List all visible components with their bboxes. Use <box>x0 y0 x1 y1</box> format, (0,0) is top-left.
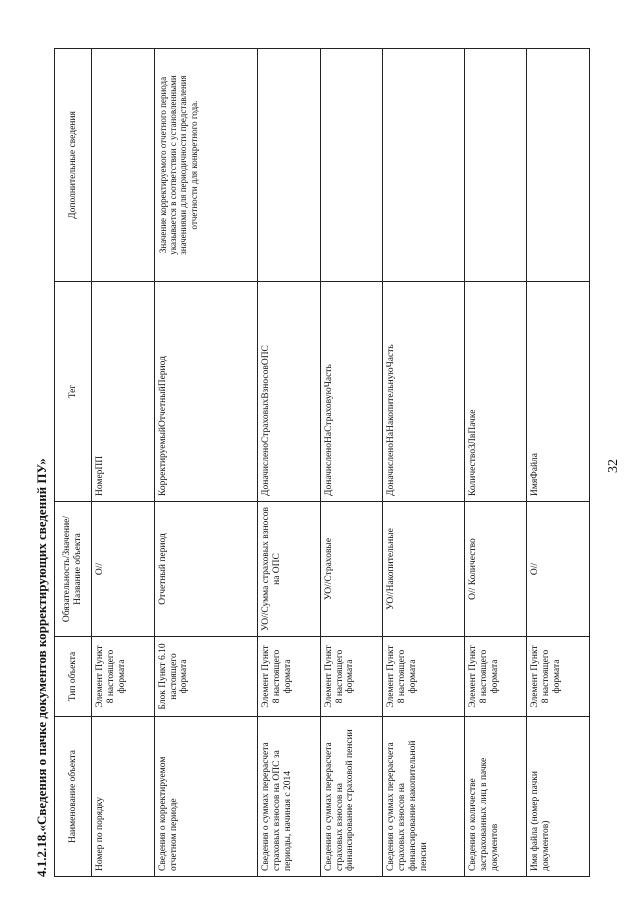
cell-name: Сведения о корректируемом отчетном периоде <box>154 717 257 877</box>
page-number: 32 <box>606 459 621 473</box>
table-row <box>92 49 155 877</box>
cell-type: Элемент Пункт 8 настоящего формата <box>92 637 155 717</box>
cell-extra <box>257 49 320 282</box>
cell-tag: КорректируемыйОтчетныйПериод <box>154 282 257 502</box>
cell-tag: НомерПП <box>92 282 155 502</box>
header-row <box>55 49 92 877</box>
cell-type: Элемент Пункт 8 настоящего формата <box>383 637 464 717</box>
table-row <box>320 49 383 877</box>
cell-requirement: УО//Сумма страховых взносов на ОПС <box>257 502 320 637</box>
table-row <box>154 49 257 877</box>
cell-name: Номер по порядку <box>92 717 155 877</box>
objects-table <box>54 48 590 877</box>
cell-tag: ДоначисленоНаСтраховуюЧасть <box>320 282 383 502</box>
cell-extra <box>464 49 527 282</box>
cell-extra: Значение корректируемого отчетного периода указывается в соответствии с установленными значениями для периодичности представления отчетности для конкретного года. <box>154 49 257 282</box>
header-name: Наименование объекта <box>55 717 92 877</box>
cell-requirement: О// <box>527 502 590 637</box>
cell-requirement: О// Количество <box>464 502 527 637</box>
cell-tag: ДоначисленоНаНакопительнуюЧасть <box>383 282 464 502</box>
header-requirement: Обязательность/Значение/Название объекта <box>55 502 92 637</box>
cell-requirement: Отчетный период <box>154 502 257 637</box>
cell-tag: ИмяФайла <box>527 282 590 502</box>
cell-extra <box>92 49 155 282</box>
rotated-page <box>16 13 636 893</box>
cell-type: Элемент Пункт 8 настоящего формата <box>527 637 590 717</box>
cell-tag: КоличествоЗЛвПачке <box>464 282 527 502</box>
header-type: Тип объекта <box>55 637 92 717</box>
cell-extra <box>320 49 383 282</box>
cell-type: Элемент Пункт 8 настоящего формата <box>320 637 383 717</box>
cell-extra <box>527 49 590 282</box>
cell-requirement: О// <box>92 502 155 637</box>
table-row <box>464 49 527 877</box>
cell-type: Элемент Пункт 8 настоящего формата <box>464 637 527 717</box>
header-tag: Тег <box>55 282 92 502</box>
cell-extra <box>383 49 464 282</box>
table-row <box>527 49 590 877</box>
header-extra: Дополнительные сведения <box>55 49 92 282</box>
cell-name: Имя файла (номер пачки документов) <box>527 717 590 877</box>
cell-type: Элемент Пункт 8 настоящего формата <box>257 637 320 717</box>
section-title: 4.1.2.18.«Сведения о пачке документов корректирующих сведений ПУ» <box>34 458 49 877</box>
cell-name: Сведения о суммах перерасчета страховых взносов на ОПС за периоды, начиная с 2014 <box>257 717 320 877</box>
cell-requirement: УО//Накопительные <box>383 502 464 637</box>
cell-type: Блок Пункт 6.10 настоящего формата <box>154 637 257 717</box>
cell-tag: ДоначисленоСтраховыхВзносовОПС <box>257 282 320 502</box>
cell-name: Сведения о количестве застрахованных лиц в пачке документов <box>464 717 527 877</box>
cell-name: Сведения о суммах перерасчета страховых взносов на финансирование страховой пенсии <box>320 717 383 877</box>
cell-requirement: УО//Страховые <box>320 502 383 637</box>
table-row <box>257 49 320 877</box>
table-row <box>383 49 464 877</box>
cell-name: Сведения о суммах перерасчета страховых взносов на финансирование накопительной пенсии <box>383 717 464 877</box>
